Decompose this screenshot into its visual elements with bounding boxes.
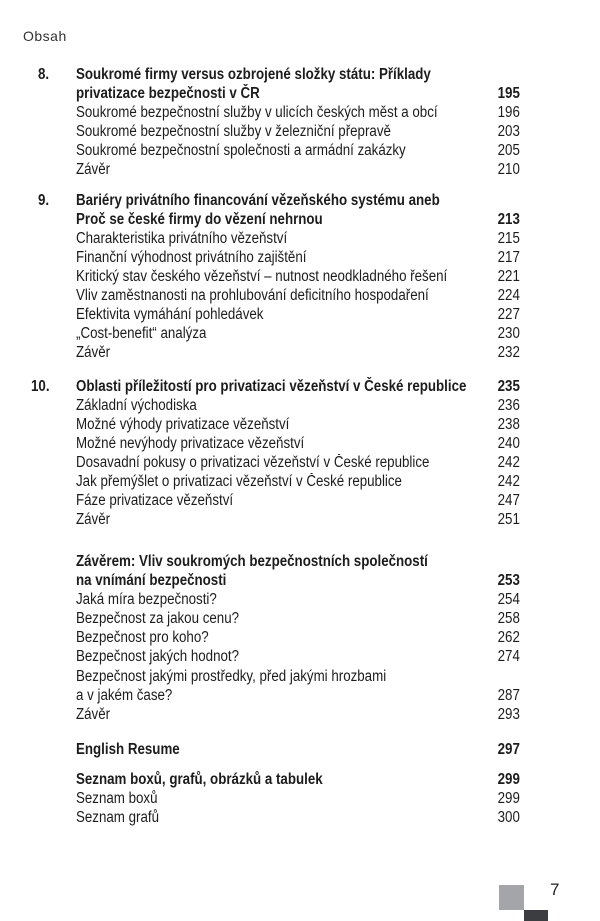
conclusion-title: Závěrem: Vliv soukromých bezpečnostních společností <box>76 553 428 570</box>
page-number: 224 <box>497 287 520 304</box>
page-number: 221 <box>497 268 520 285</box>
section-title: Fáze privatizace vězeňství <box>76 492 234 509</box>
toc-entry[interactable] <box>76 286 520 305</box>
page-number: 258 <box>497 610 520 627</box>
toc-entry[interactable] <box>76 667 520 686</box>
toc-entry-english-resume[interactable] <box>76 740 520 759</box>
section-title: Závěr <box>76 161 111 178</box>
page-number: 240 <box>497 435 520 452</box>
toc-entry[interactable] <box>76 510 520 529</box>
section-title: Seznam grafů <box>76 809 159 826</box>
toc-entry[interactable] <box>76 434 520 453</box>
chapter-title-line[interactable] <box>76 65 520 84</box>
section-title: Dosavadní pokusy o privatizaci vězeňství v České republice <box>76 454 430 471</box>
chapter-number: 8. <box>38 66 50 83</box>
section-title: Závěr <box>76 511 111 528</box>
toc-entry[interactable] <box>76 472 520 491</box>
page-number: 262 <box>497 629 520 646</box>
section-title: Efektivita vymáhání pohledávek <box>76 306 264 323</box>
section-title: Seznam boxů <box>76 790 158 807</box>
lists-title: Seznam boxů, grafů, obrázků a tabulek <box>76 771 323 788</box>
section-title: Soukromé bezpečnostní služby v ulicích českých měst a obcí <box>76 104 438 121</box>
page-number: 236 <box>497 397 520 414</box>
page-number: 253 <box>497 572 520 589</box>
english-resume-title: English Resume <box>76 741 180 758</box>
toc-entry[interactable] <box>76 647 520 666</box>
toc-entry-lists[interactable] <box>76 770 520 789</box>
toc-entry[interactable] <box>76 122 520 141</box>
section-title: Jaká míra bezpečnosti? <box>76 591 217 608</box>
page-number: 232 <box>497 344 520 361</box>
section-title: Kritický stav českého vězeňství – nutnost neodkladného řešení <box>76 268 448 285</box>
page-number: 251 <box>497 511 520 528</box>
toc-entry[interactable] <box>76 491 520 510</box>
toc-entry[interactable] <box>76 415 520 434</box>
chapter-number: 9. <box>38 192 50 209</box>
page-number: 196 <box>497 104 520 121</box>
section-title: Možné výhody privatizace vězeňství <box>76 416 290 433</box>
section-title: a v jakém čase? <box>76 687 173 704</box>
section-title: Soukromé bezpečnostní služby v železniční přepravě <box>76 123 391 140</box>
section-title: Závěr <box>76 344 111 361</box>
chapter-number: 10. <box>31 378 50 395</box>
toc-entry[interactable] <box>76 248 520 267</box>
toc-entry[interactable] <box>76 267 520 286</box>
toc-entry[interactable] <box>76 229 520 248</box>
toc-entry[interactable] <box>76 590 520 609</box>
page-number: 299 <box>497 790 520 807</box>
section-title: Soukromé bezpečnostní společnosti a armádní zakázky <box>76 142 406 159</box>
chapter-title: Oblasti příležitostí pro privatizaci vězeňství v České republice <box>76 378 467 395</box>
section-title: Charakteristika privátního vězeňství <box>76 230 288 247</box>
page-number: 254 <box>497 591 520 608</box>
section-title: Bezpečnost za jakou cenu? <box>76 610 240 627</box>
toc-entry[interactable] <box>76 103 520 122</box>
page-number: 217 <box>497 249 520 266</box>
page-number: 215 <box>497 230 520 247</box>
toc-entry[interactable] <box>76 628 520 647</box>
page-number: 300 <box>497 809 520 826</box>
running-header: Obsah <box>23 28 67 44</box>
toc-entry[interactable] <box>76 609 520 628</box>
toc-entry-chapter[interactable] <box>76 210 520 229</box>
page-number: 238 <box>497 416 520 433</box>
toc-entry[interactable] <box>76 160 520 179</box>
page-number: 242 <box>497 473 520 490</box>
toc-entry[interactable] <box>76 324 520 343</box>
chapter-title: Soukromé firmy versus ozbrojené složky státu: Příklady <box>76 66 431 83</box>
section-title: „Cost-benefit“ analýza <box>76 325 207 342</box>
decorative-gray-square <box>499 885 524 910</box>
section-title: Jak přemýšlet o privatizaci vězeňství v České republice <box>76 473 402 490</box>
section-title: Základní východiska <box>76 397 197 414</box>
toc-entry-chapter[interactable] <box>76 84 520 103</box>
page-number: 203 <box>497 123 520 140</box>
page-number: 287 <box>497 687 520 704</box>
section-title: Bezpečnost jakými prostředky, před jakými hrozbami <box>76 668 387 685</box>
chapter-title: Proč se české firmy do vězení nehrnou <box>76 211 323 228</box>
page-number: 293 <box>497 706 520 723</box>
toc-entry[interactable] <box>76 808 520 827</box>
chapter-title-line[interactable] <box>76 191 520 210</box>
toc-entry-conclusion[interactable] <box>76 571 520 590</box>
page-number: 247 <box>497 492 520 509</box>
section-title: Finanční výhodnost privátního zajištění <box>76 249 307 266</box>
page-number: 299 <box>497 771 520 788</box>
page-number: 242 <box>497 454 520 471</box>
toc-entry-chapter[interactable] <box>76 377 520 396</box>
page-number: 235 <box>497 378 520 395</box>
page-number: 274 <box>497 648 520 665</box>
section-title: Možné nevýhody privatizace vězeňství <box>76 435 305 452</box>
section-title: Bezpečnost pro koho? <box>76 629 209 646</box>
conclusion-title: na vnímání bezpečnosti <box>76 572 227 589</box>
page-number-footer: 7 <box>550 880 560 899</box>
toc-entry[interactable] <box>76 141 520 160</box>
toc-entry[interactable] <box>76 305 520 324</box>
toc-entry[interactable] <box>76 705 520 724</box>
section-title: Vliv zaměstnanosti na prohlubování deficitního hospodaření <box>76 287 429 304</box>
page-number: 205 <box>497 142 520 159</box>
toc-entry[interactable] <box>76 343 520 362</box>
toc-entry[interactable] <box>76 396 520 415</box>
toc-entry[interactable] <box>76 453 520 472</box>
toc-entry[interactable] <box>76 686 520 705</box>
page-number: 195 <box>497 85 520 102</box>
conclusion-title-line[interactable] <box>76 552 520 571</box>
decorative-dark-square <box>524 910 548 921</box>
page-number: 230 <box>497 325 520 342</box>
page-number: 227 <box>497 306 520 323</box>
section-title: Bezpečnost jakých hodnot? <box>76 648 240 665</box>
chapter-title: privatizace bezpečnosti v ČR <box>76 85 260 102</box>
section-title: Závěr <box>76 706 111 723</box>
page-number: 210 <box>497 161 520 178</box>
toc-entry[interactable] <box>76 789 520 808</box>
page-number: 213 <box>497 211 520 228</box>
page-number: 297 <box>497 741 520 758</box>
chapter-title: Bariéry privátního financování vězeňského systému aneb <box>76 192 440 209</box>
